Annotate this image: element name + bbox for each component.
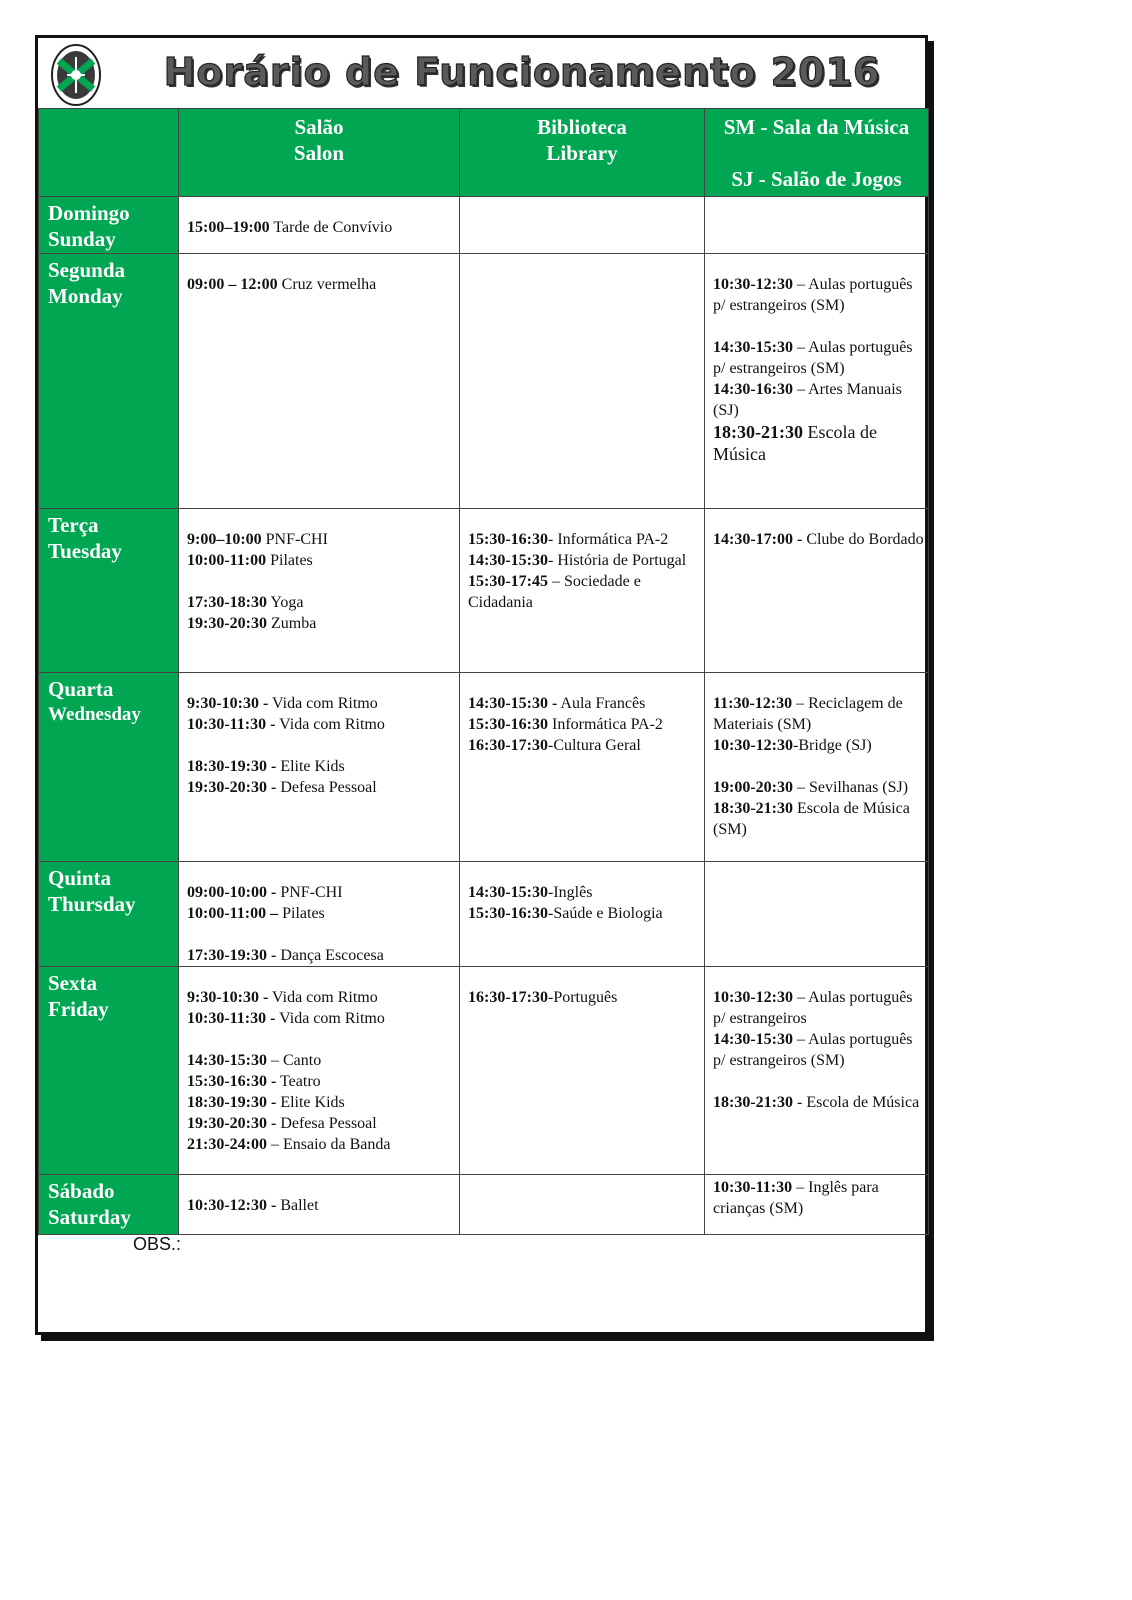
activity-entry <box>187 987 459 1008</box>
activity-entry <box>468 735 704 756</box>
corner-cell <box>39 109 179 197</box>
activity-name: Ballet <box>276 1197 319 1214</box>
cell-rooms <box>705 254 929 509</box>
activity-time: 10:30-12:30 <box>713 276 793 293</box>
activity-time: 14:30-15:30 <box>713 1031 793 1048</box>
activity-time: 19:30-20:30 - <box>187 779 277 796</box>
activity-time: 10:30-12:30 <box>713 989 793 1006</box>
day-label-cell <box>39 673 179 862</box>
activity-time: 19:30-20:30 <box>187 615 267 632</box>
activity-name: -Inglês <box>547 884 593 901</box>
activity-name: – Inglês para crianças (SM) <box>713 1179 879 1217</box>
activity-entry <box>468 882 704 903</box>
activity-name: - História de Portugal <box>547 552 687 569</box>
cell-salon <box>179 254 460 509</box>
activity-name: -Saúde e Biologia <box>547 905 663 922</box>
activity-time: 14:30-15:30 - <box>468 695 558 712</box>
activity-time: 10:30-11:30 - <box>187 1010 276 1027</box>
activity-name: – Ensaio da Banda <box>266 1136 391 1153</box>
activity-entry <box>187 777 459 798</box>
cell-library <box>460 673 705 862</box>
activity-name: – Aulas português p/ estrangeiros (SM) <box>713 1031 913 1069</box>
activity-name: Defesa Pessoal <box>276 779 377 796</box>
activity-name: Cruz vermelha <box>277 276 377 293</box>
day-name-en: Sunday <box>48 227 116 251</box>
cell-rooms <box>705 197 929 254</box>
activity-entry <box>713 693 928 735</box>
activity-entry <box>187 550 459 571</box>
cell-salon <box>179 862 460 967</box>
activity-time: 9:30-10:30 - <box>187 989 269 1006</box>
activity-name: Elite Kids <box>276 758 345 775</box>
activity-time: 18:30-21:30 <box>713 800 793 817</box>
activity-name: Pilates <box>266 552 313 569</box>
activity-name: Informática PA-2 <box>547 716 663 733</box>
activity-time: 18:30-19:30 - <box>187 758 277 775</box>
activity-name: Dança Escocesa <box>276 947 384 964</box>
activity-time: 11:30-12:30 <box>713 695 793 712</box>
cell-salon <box>179 967 460 1175</box>
day-name-en: Monday <box>48 284 123 308</box>
activity-entry <box>713 798 928 840</box>
cell-rooms <box>705 967 929 1175</box>
activity-entry <box>713 1029 928 1071</box>
activity-entry <box>468 529 704 550</box>
activity-time: 10:00-11:00 – <box>187 905 279 922</box>
activity-time: 15:30-16:30 <box>468 716 548 733</box>
activity-name: Defesa Pessoal <box>276 1115 377 1132</box>
activity-entry <box>713 379 928 421</box>
activity-time: 19:30-20:30 - <box>187 1115 277 1132</box>
cell-library <box>460 254 705 509</box>
activity-name: – Sociedade e Cidadania <box>468 573 641 611</box>
cell-rooms <box>705 1175 929 1235</box>
activity-name: Vida com Ritmo <box>268 989 378 1006</box>
activity-time: 14:30-17:00 - <box>713 531 803 548</box>
day-row <box>39 862 929 967</box>
activity-name: Yoga <box>266 594 304 611</box>
day-row <box>39 254 929 509</box>
day-row <box>39 673 929 862</box>
activity-time: 14:30-15:30 <box>713 339 793 356</box>
cell-library <box>460 967 705 1175</box>
activity-entry <box>187 1008 459 1029</box>
activity-entry <box>713 421 928 465</box>
activity-time: 21:30-24:00 <box>187 1136 267 1153</box>
day-label-cell <box>39 967 179 1175</box>
activity-time: 16:30-17:30 <box>468 737 548 754</box>
activity-entry <box>468 903 704 924</box>
activity-entry <box>187 1134 459 1155</box>
activity-name: PNF-CHI <box>276 884 343 901</box>
col-header-library <box>460 109 705 197</box>
activity-name: Escola de Música (SM) <box>713 800 910 838</box>
activity-name: Vida com Ritmo <box>268 695 378 712</box>
day-name-pt: Sábado <box>48 1179 115 1203</box>
day-name-pt: Domingo <box>48 201 130 225</box>
activity-entry <box>468 693 704 714</box>
day-name-en: Thursday <box>48 892 136 916</box>
activity-name: – Aulas português p/ estrangeiros (SM) <box>713 339 913 377</box>
activity-name: -Português <box>547 989 618 1006</box>
day-name-pt: Quinta <box>48 866 112 890</box>
day-label-cell <box>39 862 179 967</box>
activity-name: Pilates <box>278 905 325 922</box>
activity-time: 17:30-18:30 <box>187 594 267 611</box>
activity-entry <box>187 1113 459 1134</box>
activity-time: 18:30-19:30 - <box>187 1094 277 1111</box>
activity-time: 18:30-21:30 <box>713 1094 793 1111</box>
activity-name: – Reciclagem de Materiais (SM) <box>713 695 903 733</box>
activity-name: Escola de Música <box>713 422 877 464</box>
schedule-table <box>38 108 929 1235</box>
page-title: Horário de Funcionamento 2016 <box>163 50 881 94</box>
activity-entry <box>713 1092 928 1113</box>
cell-salon <box>179 1175 460 1235</box>
activity-name: Elite Kids <box>276 1094 345 1111</box>
activity-entry <box>187 529 459 550</box>
day-row <box>39 197 929 254</box>
activity-name: Vida com Ritmo <box>275 716 385 733</box>
col-header-rooms-sm: SM - Sala da Música <box>723 115 910 139</box>
activity-name: Teatro <box>276 1073 321 1090</box>
activity-name: – Aulas português p/ estrangeiros (SM) <box>713 276 913 314</box>
activity-time: 15:30-16:30 <box>468 531 548 548</box>
day-row <box>39 967 929 1175</box>
day-label-cell <box>39 1175 179 1235</box>
activity-name: Zumba <box>266 615 317 632</box>
activity-entry <box>187 1195 459 1216</box>
activity-name: – Sevilhanas (SJ) <box>792 779 909 796</box>
activity-entry <box>187 903 459 924</box>
obs-label: OBS.: <box>133 1234 182 1254</box>
activity-time: 16:30-17:30 <box>468 989 548 1006</box>
activity-time: 10:30-11:30 <box>713 1179 793 1196</box>
activity-time: 14:30-16:30 <box>713 381 793 398</box>
col-header-rooms-sj: SJ - Salão de Jogos <box>731 167 902 191</box>
activity-time: 10:30-12:30 - <box>187 1197 277 1214</box>
activity-entry <box>468 714 704 735</box>
day-name-pt: Terça <box>48 513 99 537</box>
activity-entry <box>713 274 928 316</box>
day-label-cell <box>39 197 179 254</box>
cell-library <box>460 862 705 967</box>
activity-entry <box>713 337 928 379</box>
activity-time: 19:00-20:30 <box>713 779 793 796</box>
activity-entry <box>713 987 928 1029</box>
cell-library <box>460 197 705 254</box>
activity-entry <box>187 1050 459 1071</box>
activity-name: Clube do Bordado <box>802 531 924 548</box>
col-header-library-en: Library <box>546 141 618 165</box>
activity-entry <box>187 274 459 295</box>
activity-entry <box>187 714 459 735</box>
day-name-en: Tuesday <box>48 539 122 563</box>
col-header-salon-pt: Salão <box>294 115 344 139</box>
activity-entry <box>713 735 928 756</box>
activity-entry <box>713 777 928 798</box>
activity-time: 10:30-12:30 <box>713 737 793 754</box>
day-name-pt: Segunda <box>48 258 126 282</box>
col-header-salon-en: Salon <box>293 141 345 165</box>
activity-entry <box>187 1092 459 1113</box>
day-row <box>39 1175 929 1235</box>
activity-time: 09:00-10:00 - <box>187 884 277 901</box>
schedule-frame <box>35 35 928 1335</box>
activity-name: - Escola de Música <box>792 1094 920 1111</box>
cell-rooms <box>705 862 929 967</box>
activity-name: -Cultura Geral <box>547 737 641 754</box>
activity-time: 15:30-16:30 - <box>187 1073 277 1090</box>
activity-entry <box>187 945 459 966</box>
col-header-rooms <box>705 109 929 197</box>
activity-entry <box>187 693 459 714</box>
activity-time: 15:30-17:45 <box>468 573 548 590</box>
day-name-en: Wednesday <box>48 704 141 725</box>
activity-entry <box>187 1071 459 1092</box>
activity-name: Vida com Ritmo <box>275 1010 385 1027</box>
activity-name: Aula Francês <box>557 695 646 712</box>
cell-salon <box>179 673 460 862</box>
activity-time: 14:30-15:30 <box>468 552 548 569</box>
cell-library <box>460 509 705 673</box>
activity-time: 14:30-15:30 <box>468 884 548 901</box>
cell-salon <box>179 197 460 254</box>
activity-entry <box>713 1177 928 1219</box>
activity-entry <box>468 571 704 613</box>
activity-time: 9:00–10:00 <box>187 531 262 548</box>
activity-name: -Bridge (SJ) <box>792 737 872 754</box>
activity-time: 15:00–19:00 <box>187 219 270 236</box>
activity-entry <box>187 217 459 238</box>
activity-name: – Canto <box>266 1052 322 1069</box>
activity-time: 09:00 – 12:00 <box>187 276 278 293</box>
activity-time: 17:30-19:30 - <box>187 947 277 964</box>
cell-library <box>460 1175 705 1235</box>
cell-rooms <box>705 509 929 673</box>
cell-rooms <box>705 673 929 862</box>
activity-name: – Aulas português p/ estrangeiros <box>713 989 913 1027</box>
day-name-pt: Sexta <box>48 971 97 995</box>
activity-entry <box>713 529 928 550</box>
cell-salon <box>179 509 460 673</box>
day-name-pt: Quarta <box>48 677 114 701</box>
activity-entry <box>468 550 704 571</box>
activity-entry <box>187 882 459 903</box>
activity-time: 18:30-21:30 <box>713 422 803 442</box>
activity-time: 9:30-10:30 - <box>187 695 269 712</box>
activity-name: PNF-CHI <box>261 531 328 548</box>
activity-entry <box>187 756 459 777</box>
activity-entry <box>468 987 704 1008</box>
activity-entry <box>187 592 459 613</box>
col-header-salon <box>179 109 460 197</box>
activity-time: 10:00-11:00 <box>187 552 267 569</box>
activity-time: 10:30-11:30 - <box>187 716 276 733</box>
activity-name: - Informática PA-2 <box>547 531 669 548</box>
col-header-library-pt: Biblioteca <box>537 115 627 139</box>
activity-time: 14:30-15:30 <box>187 1052 267 1069</box>
activity-entry <box>187 613 459 634</box>
activity-name: – Artes Manuais (SJ) <box>713 381 902 419</box>
activity-name: Tarde de Convívio <box>269 219 393 236</box>
day-label-cell <box>39 509 179 673</box>
club-crest-icon <box>50 43 102 107</box>
day-name-en: Friday <box>48 997 109 1021</box>
day-row <box>39 509 929 673</box>
activity-time: 15:30-16:30 <box>468 905 548 922</box>
header-row <box>39 109 929 197</box>
day-label-cell <box>39 254 179 509</box>
day-name-en: Saturday <box>48 1205 131 1229</box>
